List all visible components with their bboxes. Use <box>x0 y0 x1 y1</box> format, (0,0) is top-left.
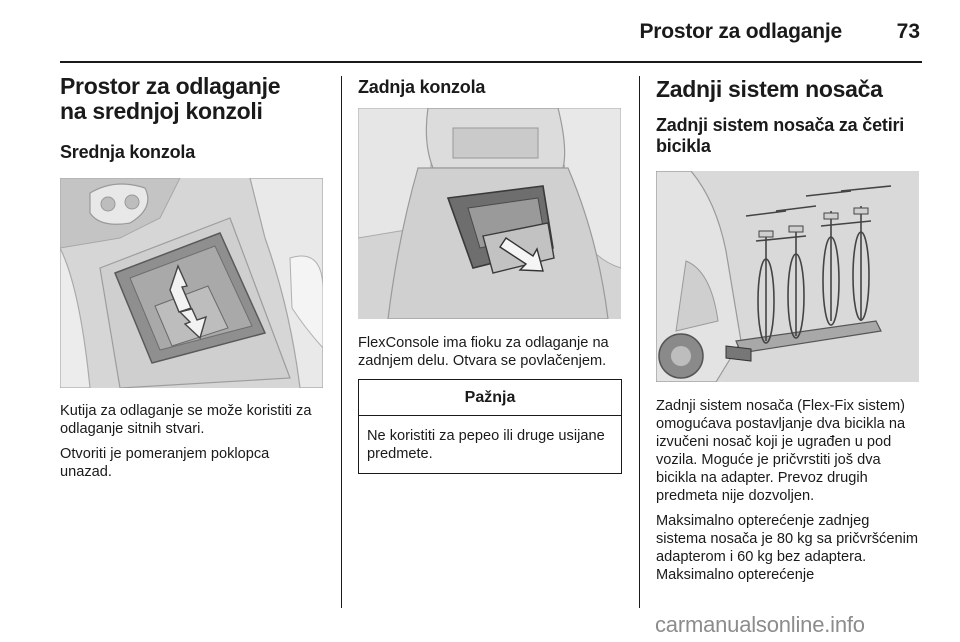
column-divider-1 <box>341 76 342 608</box>
column-rear-console <box>358 74 624 474</box>
column-rear-carrier <box>656 74 922 584</box>
column-divider-2 <box>639 76 640 608</box>
subsection-heading: Srednja konzola <box>60 142 196 162</box>
paragraph-open: Otvoriti je pomeranjem poklopca unazad. <box>60 446 270 480</box>
section-heading: Zadnji sistem nosača <box>656 76 883 102</box>
paragraph-max-load: Maksimalno opterećenje zadnjeg sistema nosača je 80 kg sa pričvršćenim adapterom i 60 kg bez adaptera. Maksimalno opterećenje <box>656 513 918 583</box>
running-header <box>60 14 922 54</box>
center-console-illustration <box>60 178 323 388</box>
bicycle-carrier-illustration <box>656 171 919 382</box>
paragraph-flexconsole: FlexConsole ima fioku za odlaganje na zadnjem delu. Otvara se povlačenjem. <box>358 335 609 369</box>
page-number: 73 <box>896 20 920 43</box>
watermark: carmanualsonline.info <box>655 612 865 637</box>
subsection-heading: Zadnja konzola <box>358 77 486 97</box>
caution-title: Pažnja <box>359 380 621 416</box>
section-heading: Prostor za odlaganje na srednjoj konzoli <box>60 73 281 124</box>
caution-text: Ne koristiti za pepeo ili druge usijane predmete. <box>367 428 605 462</box>
column-center-console <box>60 74 325 481</box>
rear-console-illustration <box>358 108 621 319</box>
section-title: Prostor za odlaganje <box>639 20 842 43</box>
paragraph-purpose: Kutija za odlaganje se može koristiti za odlaganje sitnih stvari. <box>60 403 312 437</box>
caution-box <box>358 379 622 474</box>
paragraph-flexfix: Zadnji sistem nosača (Flex-Fix sistem) omogućava postavljanje dva bicikla na izvučeni nosač koji je ugrađen u pod vozila. Moguće je pričvrstiti još dva bicikla na adapter. Prevoz drugih predmeta nije dozvoljen. <box>656 398 906 504</box>
subsection-heading: Zadnji sistem nosača za četiri bicikla <box>656 115 905 156</box>
header-rule <box>60 61 922 63</box>
